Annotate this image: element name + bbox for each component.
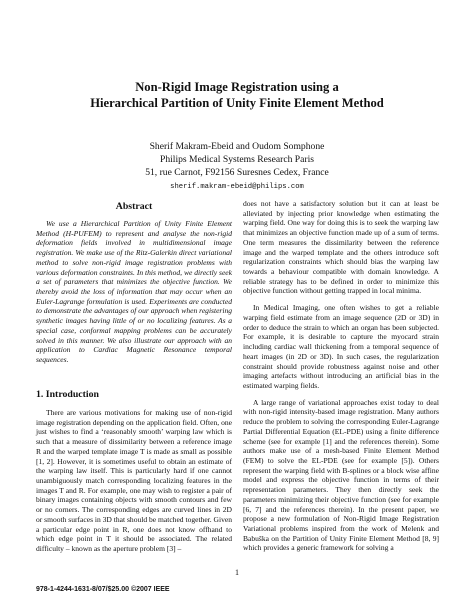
right-paragraph-3: A large range of variational approaches exist today to deal with non-rigid intensity-based image registration. Many authors reduce the problem to solving the corresponding Euler-Lagrange Partial Differential Equation (EL-PDE) using a finite difference scheme (see for example [1] and the references therein). Some authors make use of a mesh-based Finite Element Method (FEM) to solve the EL-PDE (see for example [5]). Others represent the warping field with B-splines or a block wise affine model and express the objective function in terms of their representation parameters. They then directly seek the parameters minimizing their objective function (see for example [6, 7] and the references therein). In the present paper, we propose a new formulation of Non-Rigid Image Registration Variational problems inspired from the work of Melenk and Babuška on the Partition of Unity Finite Element Method [8, 9] which provides a generic framework for solving a xyxy=(243,397,439,553)
right-paragraph-2: In Medical Imaging, one often wishes to get a reliable warping field estimate from an image sequence (2D or 3D) in order to deduce the strain to which an organ has been subjected. For example, it is desirable to capture the myocard strain including cardiac wall thickening from a temporal sequence of heart images (in 2D or 3D). In such cases, the regularization constraint should provide robustness against noise and other imaging artefacts without introducing an artificial bias in the estimated warping fields. xyxy=(243,303,439,390)
author-names: Sherif Makram-Ebeid and Oudom Somphone xyxy=(149,141,325,152)
copyright-footer: 978-1-4244-1631-8/07/$25.00 ©2007 IEEE xyxy=(36,586,170,593)
author-email: sherif.makram-ebeid@philips.com xyxy=(170,183,304,191)
section-heading-introduction: 1. Introduction xyxy=(36,389,99,400)
abstract-body xyxy=(36,219,232,372)
paper-title-line-2: Hierarchical Partition of Unity Finite Element Method xyxy=(90,96,384,110)
introduction-body xyxy=(36,408,232,561)
right-column-body xyxy=(243,199,439,560)
page-number: 1 xyxy=(235,568,239,577)
author-address: 51, rue Carnot, F92156 Suresnes Cedex, France xyxy=(145,167,329,178)
introduction-paragraph: There are various motivations for making use of non-rigid image registration depending on the application field. Often, one just wishes to find a ‘reasonably smooth’ warping law which is such that a measure of dissimilarity between a reference image R and the warped template image T is made as small as possible [1, 2]. However, it is sometimes useful to obtain an estimate of the warping law itself. This is particularly hard if one cannot unambiguously match corresponding localizing features in the images T and R. For example, one may wish to register a pair of binary images containing objects with smooth contours and few or no corners. The corresponding edges are curved lines in 2D or smooth surfaces in 3D that should be matched together. Given a particular edge point in R, one does not know offhand to which edge point in T it should be associated. The related difficulty – known as the aperture problem [3] – xyxy=(36,408,232,554)
right-paragraph-1: does not have a satisfactory solution but it can at least be alleviated by injecting prior knowledge when estimating the warping field. One way for doing this is to seek the warping law that minimizes an objective function made up of a sum of terms. One term measures the dissimilarity between the reference image and the warped template and the others introduce soft regularization constraints which should bias the warping law towards a behaviour compatible with domain knowledge. A reliable strategy has to be defined in order to minimize this objective function without getting trapped in local minima. xyxy=(243,199,439,296)
abstract-heading: Abstract xyxy=(115,201,153,212)
paper-title-line-1: Non-Rigid Image Registration using a xyxy=(135,80,339,94)
abstract-paragraph: We use a Hierarchical Partition of Unity Finite Element Method (H-PUFEM) to represent and analyse the non-rigid deformation fields involved in multidimensional image registration. We make use of the Ritz-Galerkin direct variational method to solve non-rigid image registration problems with various deformation constraints. In this method, we directly seek a set of parameters that minimizes the objective function. We thereby avoid the loss of information that may occur when an Euler-Lagrange formulation is used. Experiments are conducted to demonstrate the advantages of our approach when registering synthetic images having little of or no localizing features. As a special case, conformal mapping problems can be accurately solved in this manner. We also illustrate our approach with an application to Cardiac Magnetic Resonance temporal sequences. xyxy=(36,219,232,365)
author-affiliation: Philips Medical Systems Research Paris xyxy=(159,154,314,165)
